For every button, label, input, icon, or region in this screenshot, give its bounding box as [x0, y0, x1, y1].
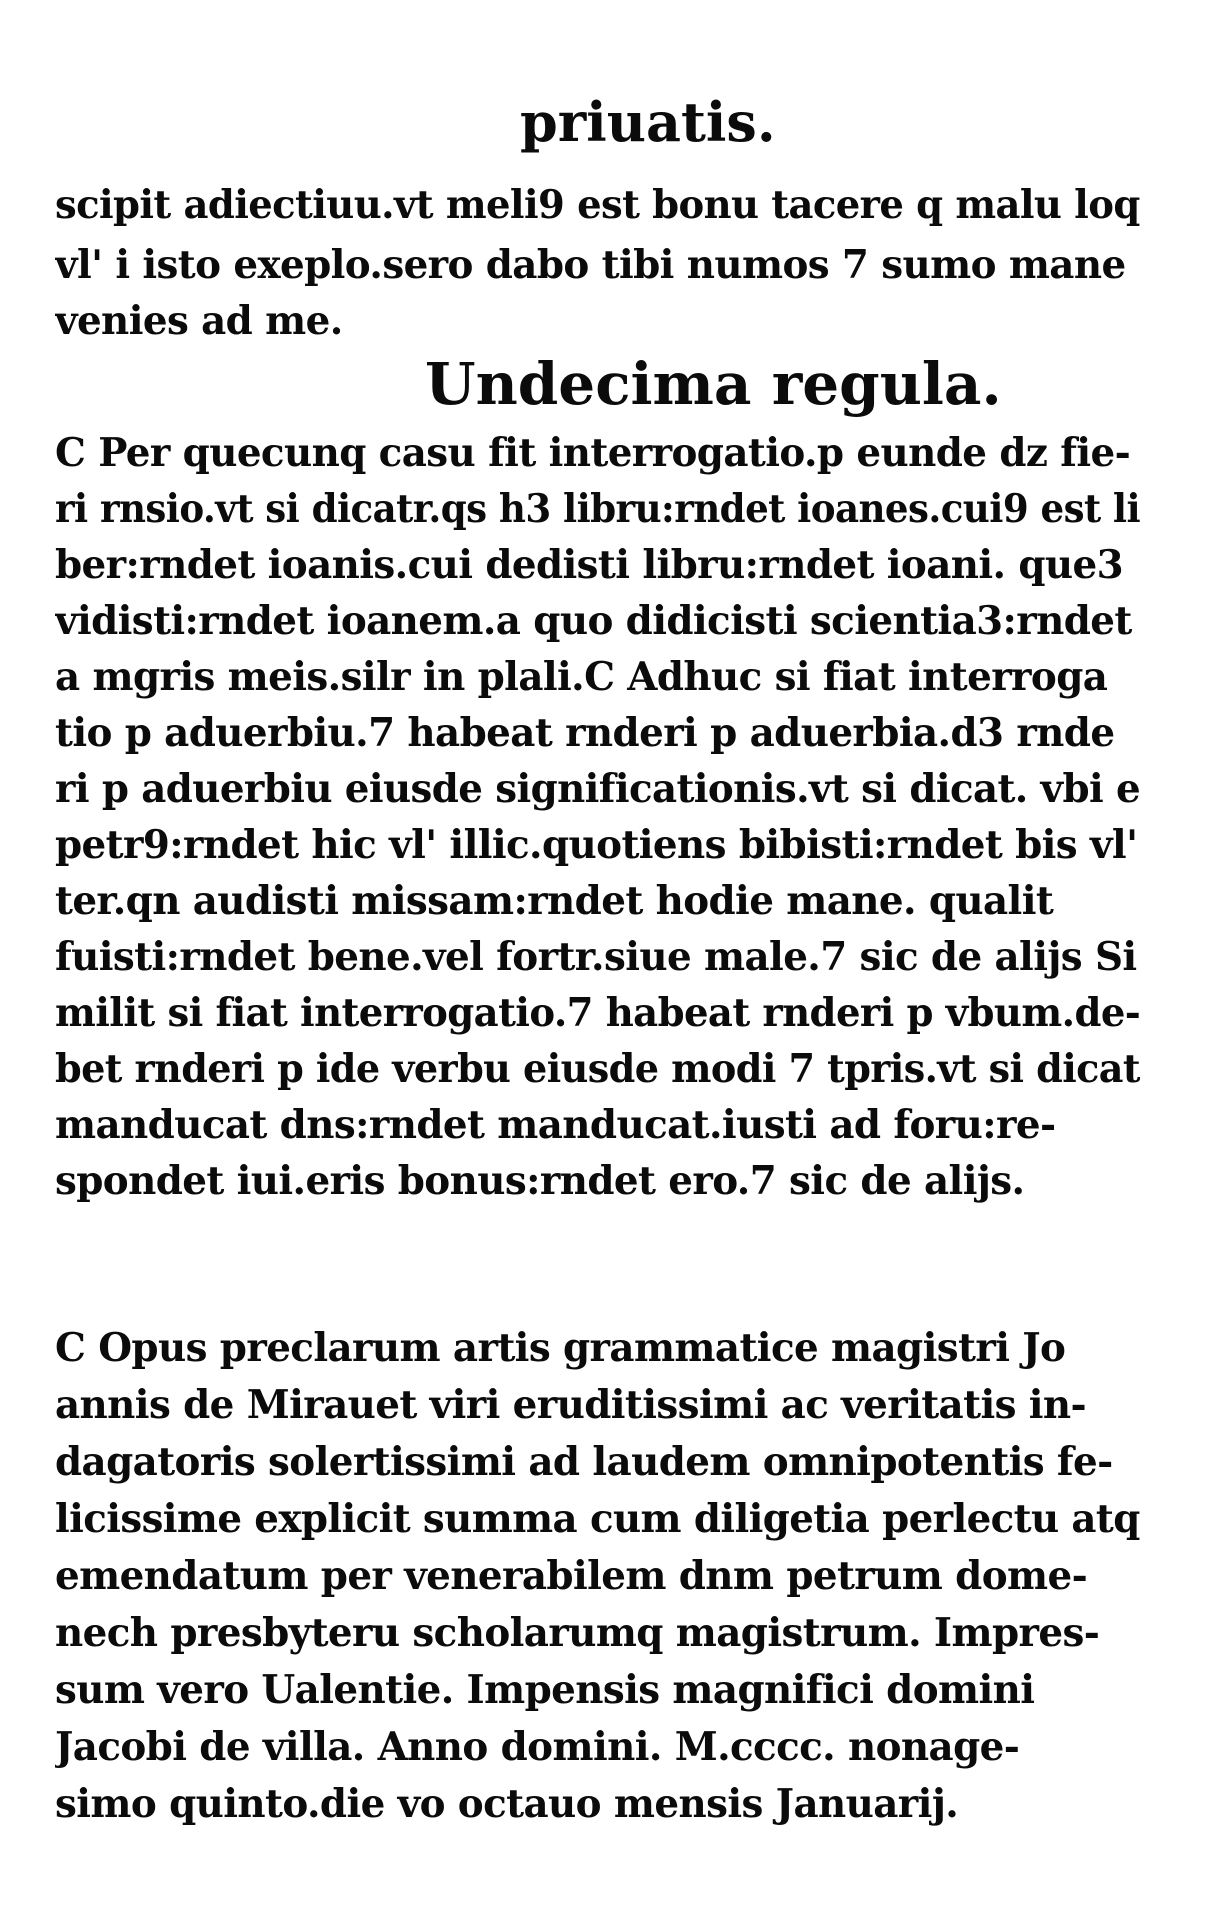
text-line: manducat dns:rndet manducat.iusti ad foru:re- — [55, 1102, 1056, 1148]
text-line: spondet iui.eris bonus:rndet ero.7 sic de alijs. — [55, 1158, 1025, 1204]
text-line: fuisti:rndet bene.vel fortr.siue male.7 sic de alijs Si — [55, 934, 1137, 980]
text-line: emendatum per venerabilem dnm petrum dome- — [55, 1553, 1088, 1599]
text-line: tio p aduerbiu.7 habeat rnderi p aduerbia.d3 rnde — [55, 710, 1115, 756]
text-line: licissime explicit summa cum diligetia perlectu atq — [55, 1496, 1140, 1542]
text-line: petr9:rndet hic vl' illic.quotiens bibisti:rndet bis vl' — [55, 822, 1138, 868]
text-line: venies ad me. — [55, 298, 343, 344]
text-line: bet rnderi p ide verbu eiusde modi 7 tpris.vt si dicat — [55, 1046, 1140, 1092]
text-line: ri rnsio.vt si dicatr.qs h3 libru:rndet ioanes.cui9 est li — [55, 486, 1140, 532]
rule-title: Undecima regula. — [425, 350, 1002, 418]
text-line: ter.qn audisti missam:rndet hodie mane. qualit — [55, 878, 1054, 924]
text-line: simo quinto.die vo octauo mensis Januarij. — [55, 1781, 959, 1827]
text-line: Jacobi de villa. Anno domini. M.cccc. nonage- — [55, 1724, 1020, 1770]
text-line: vl' i isto exeplo.sero dabo tibi numos 7 sumo mane — [55, 242, 1126, 288]
text-line: a mgris meis.silr in plali.C Adhuc si fiat interroga — [55, 654, 1108, 700]
text-line: vidisti:rndet ioanem.a quo didicisti scientia3:rndet — [55, 598, 1132, 644]
text-line: dagatoris solertissimi ad laudem omnipotentis fe- — [55, 1439, 1113, 1485]
text-line: C Per quecunq casu fit interrogatio.p eunde dz fie- — [55, 430, 1131, 476]
text-line: scipit adiectiuu.vt meli9 est bonu tacere q malu loq — [55, 182, 1140, 228]
text-line: nech presbyteru scholarumq magistrum. Impres- — [55, 1610, 1100, 1656]
text-line: milit si fiat interrogatio.7 habeat rnderi p vbum.de- — [55, 990, 1141, 1036]
text-line: sum vero Ualentie. Impensis magnifici domini — [55, 1667, 1035, 1713]
text-line: ri p aduerbiu eiusde significationis.vt si dicat. vbi e — [55, 766, 1141, 812]
text-line: annis de Mirauet viri eruditissimi ac veritatis in- — [55, 1382, 1087, 1428]
running-head: priuatis. — [520, 90, 776, 154]
text-line: ber:rndet ioanis.cui dedisti libru:rndet ioani. que3 — [55, 542, 1124, 588]
text-line: C Opus preclarum artis grammatice magistri Jo — [55, 1325, 1066, 1371]
